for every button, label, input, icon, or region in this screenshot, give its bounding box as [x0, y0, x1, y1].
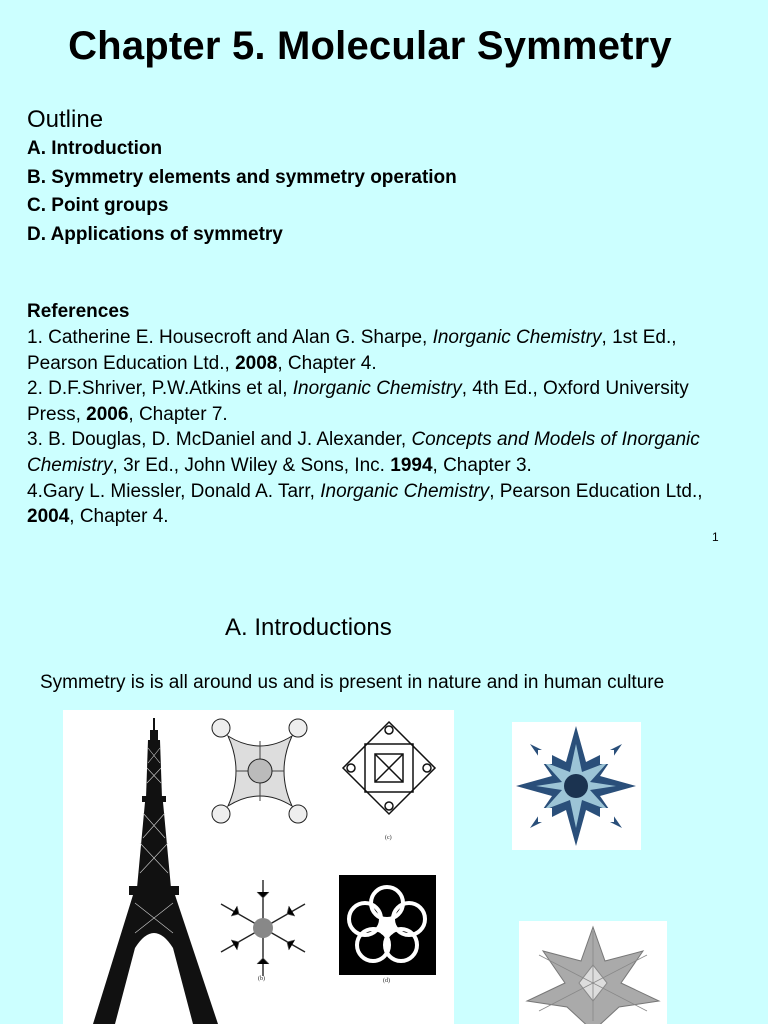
slide-2: [0, 560, 768, 1024]
eiffel-tower-image: [93, 718, 218, 1024]
figure-caption: (d): [383, 978, 390, 984]
outline-heading: Outline: [27, 106, 104, 133]
section-heading: A. Introductions: [225, 614, 392, 641]
snowflake-photo-image: [519, 921, 667, 1024]
reference-item: 1. Catherine E. Housecroft and Alan G. Sharpe, Inorganic Chemistry, 1st Ed., Pearson Education Ltd., 2008, Chapter 4.: [27, 327, 677, 374]
page-number: 1: [712, 530, 719, 544]
radiolarian-image: [206, 716, 314, 826]
knot-flower-image: [339, 875, 436, 975]
outline-item: D. Applications of symmetry: [27, 224, 283, 245]
page-title: Chapter 5. Molecular Symmetry: [68, 24, 672, 68]
figure-caption: (c): [385, 835, 392, 841]
snowflake-photo-panel: [519, 921, 667, 1024]
reference-item: 3. B. Douglas, D. McDaniel and J. Alexander, Concepts and Models of Inorganic Chemistry, 3r Ed., John Wiley & Sons, Inc. 1994, Chapter 3.: [27, 429, 700, 476]
reference-item: 4.Gary L. Miessler, Donald A. Tarr, Inorganic Chemistry, Pearson Education Ltd., 2004, Chapter 4.: [27, 480, 703, 528]
reference-item: 2. D.F.Shriver, P.W.Atkins et al, Inorganic Chemistry, 4th Ed., Oxford University Press, 2006, Chapter 7.: [27, 378, 689, 425]
symmetry-figure-panel: [63, 710, 454, 1024]
square-ornament-image: [341, 720, 437, 820]
snowflake-image: [215, 878, 311, 978]
outline-item: C. Point groups: [27, 195, 169, 216]
outline-item: B. Symmetry elements and symmetry operation: [27, 167, 457, 188]
star-quilt-panel: [512, 722, 641, 850]
references-heading: References: [27, 301, 130, 322]
figure-caption: (b): [258, 976, 265, 982]
outline-item: A. Introduction: [27, 138, 163, 159]
references-list: [27, 325, 727, 530]
star-quilt-image: [512, 722, 641, 850]
section-subtitle: Symmetry is is all around us and is present in nature and in human culture: [40, 672, 665, 693]
